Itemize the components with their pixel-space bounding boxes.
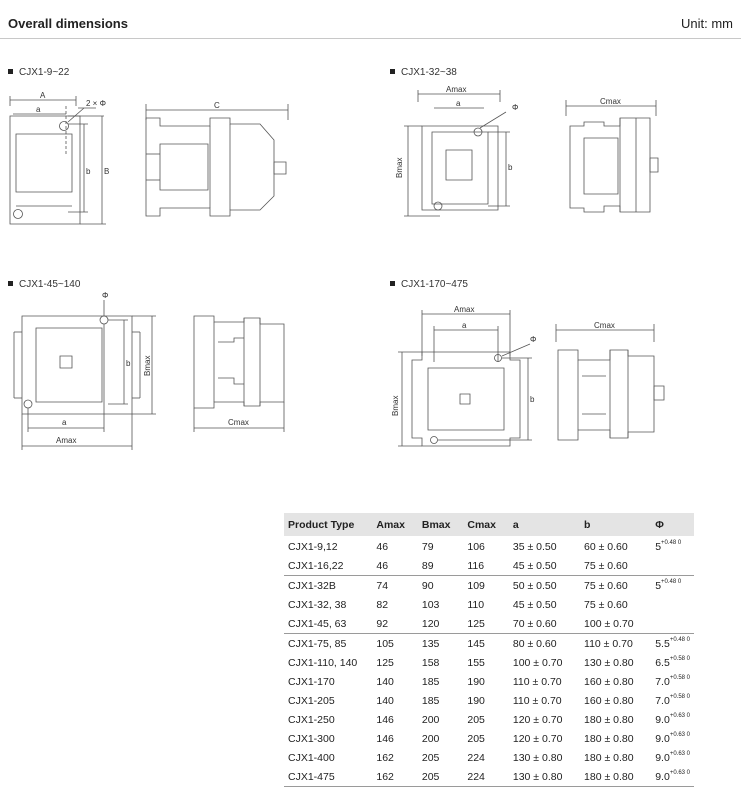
phi-value: 9.0 — [655, 714, 670, 726]
cell-phi — [651, 691, 694, 710]
cell-bmax: 200 — [421, 713, 440, 726]
front-view-drawing-cjx1-32-38 — [395, 85, 526, 224]
side-view-drawing-cjx1-170-475 — [550, 320, 690, 456]
section-label-text: CJX1-45~140 — [19, 279, 81, 290]
cell-a: 130 ± 0.80 — [509, 767, 580, 787]
dim-label-a: a — [62, 418, 67, 427]
front-view-drawing-cjx1-170-475 — [390, 306, 540, 458]
cell-cmax: 155 — [467, 656, 485, 669]
unit-label: Unit: mm — [681, 16, 733, 31]
dim-label-a: a — [462, 321, 467, 330]
column-header-product-type: Product Type — [284, 513, 372, 537]
cell-cmax: 205 — [467, 713, 485, 726]
phi-value: 7.0 — [655, 676, 670, 688]
cell-cmax: 110 — [467, 598, 485, 611]
dim-label-C: C — [214, 101, 220, 110]
cell-phi — [651, 556, 694, 576]
cell-type: CJX1-250 — [288, 713, 335, 726]
header-divider — [0, 38, 741, 39]
cell-a: 120 ± 0.70 — [512, 713, 563, 726]
cell-phi — [651, 634, 694, 654]
cell-phi — [651, 653, 694, 672]
cell-type: CJX1-32B — [284, 576, 372, 596]
cell-phi — [651, 614, 694, 634]
cell-a: 45 ± 0.50 — [512, 598, 557, 611]
phi-tolerance: +0.63 0 — [669, 770, 690, 776]
section-label-cjx1-45-140 — [8, 279, 80, 290]
cell-type: CJX1-75, 85 — [284, 634, 372, 654]
cell-b: 180 ± 0.80 — [584, 713, 634, 726]
cell-cmax: 109 — [463, 576, 509, 596]
dim-label-a: a — [36, 105, 41, 114]
cell-phi — [651, 748, 694, 767]
phi-tolerance: +0.48 0 — [661, 579, 682, 585]
cell-bmax: 120 — [421, 617, 440, 630]
cell-cmax: 190 — [467, 675, 485, 688]
cell-phi — [651, 710, 694, 729]
table-row — [284, 614, 694, 634]
cell-type: CJX1-110, 140 — [288, 656, 358, 669]
cell-amax: 92 — [376, 617, 389, 630]
phi-value: 9.0 — [655, 733, 670, 745]
bullet-square-icon — [390, 69, 395, 74]
phi-tolerance: +0.63 0 — [669, 751, 690, 757]
cell-a: 35 ± 0.50 — [509, 537, 580, 557]
column-header-bmax: Bmax — [418, 513, 464, 537]
phi-tolerance: +0.58 0 — [669, 694, 690, 700]
phi-value: 5 — [655, 580, 662, 592]
column-header-amax: Amax — [372, 513, 418, 537]
cell-amax: 46 — [376, 559, 389, 572]
cell-phi — [651, 767, 694, 787]
cell-phi — [651, 595, 694, 614]
cell-a: 70 ± 0.60 — [512, 617, 557, 630]
cell-cmax: 224 — [467, 751, 485, 764]
cell-bmax: 90 — [418, 576, 464, 596]
cell-amax: 125 — [376, 656, 394, 669]
dim-label-a: a — [456, 99, 461, 108]
cell-bmax: 89 — [421, 559, 434, 572]
cell-b: 110 ± 0.70 — [580, 634, 651, 654]
phi-tolerance: +0.63 0 — [669, 713, 690, 719]
cell-a: 50 ± 0.50 — [509, 576, 580, 596]
phi-tolerance: +0.48 0 — [661, 540, 682, 546]
dim-label-Cmax: Cmax — [594, 321, 615, 330]
table-row — [284, 556, 694, 576]
cell-a: 100 ± 0.70 — [512, 656, 563, 669]
cell-a: 130 ± 0.80 — [512, 751, 563, 764]
cell-type: CJX1-170 — [288, 675, 335, 688]
table-row — [284, 653, 694, 672]
dim-label-Cmax: Cmax — [600, 97, 621, 106]
cell-type: CJX1-205 — [288, 694, 335, 707]
cell-type: CJX1-9,12 — [284, 537, 372, 557]
cell-a: 45 ± 0.50 — [512, 559, 557, 572]
cell-bmax: 205 — [418, 767, 464, 787]
cell-phi — [651, 537, 694, 557]
section-label-text: CJX1-170~475 — [401, 279, 468, 290]
phi-value: 7.0 — [655, 695, 670, 707]
section-label-cjx1-9-22 — [8, 67, 69, 78]
side-view-drawing-cjx1-32-38 — [560, 96, 670, 226]
dim-label-phi: Φ — [102, 291, 109, 300]
section-label-cjx1-32-38 — [390, 67, 457, 78]
cell-bmax: 185 — [421, 675, 440, 688]
column-header-a: a — [509, 513, 580, 537]
column-header-phi: Φ — [651, 513, 694, 537]
cell-amax: 82 — [376, 598, 389, 611]
bullet-square-icon — [8, 69, 13, 74]
cell-type: CJX1-400 — [288, 751, 335, 764]
cell-a: 120 ± 0.70 — [512, 732, 563, 745]
side-view-drawing-cjx1-45-140 — [188, 308, 298, 438]
cell-phi — [651, 576, 694, 596]
cell-type: CJX1-45, 63 — [288, 617, 347, 630]
cell-b: 160 ± 0.80 — [584, 694, 634, 707]
dim-label-B: B — [104, 167, 110, 176]
dim-label-b: b — [508, 163, 513, 172]
cell-amax: 46 — [372, 537, 418, 557]
cell-b: 60 ± 0.60 — [580, 537, 651, 557]
cell-b: 180 ± 0.80 — [584, 732, 634, 745]
dim-label-b: b — [530, 395, 535, 404]
cell-a: 110 ± 0.70 — [512, 694, 562, 707]
cell-phi — [651, 672, 694, 691]
dim-label-Amax: Amax — [454, 305, 475, 314]
front-view-drawing-cjx1-45-140 — [4, 290, 164, 450]
dim-label-phi: Φ — [530, 335, 537, 344]
cell-a: 80 ± 0.60 — [509, 634, 580, 654]
bullet-square-icon — [390, 281, 395, 286]
cell-amax: 105 — [372, 634, 418, 654]
table-header-row — [284, 513, 694, 537]
cell-cmax: 205 — [467, 732, 485, 745]
dimensions-table — [284, 513, 694, 787]
section-label-text: CJX1-9~22 — [19, 67, 70, 78]
dim-label-b: b — [86, 167, 91, 176]
column-header-cmax: Cmax — [463, 513, 509, 537]
cell-b: 75 ± 0.60 — [580, 576, 651, 596]
dim-label-Cmax: Cmax — [228, 418, 249, 427]
cell-bmax: 135 — [418, 634, 464, 654]
cell-type: CJX1-16,22 — [288, 559, 344, 572]
dim-label-Amax: Amax — [56, 436, 77, 445]
phi-value: 5 — [655, 541, 662, 553]
cell-b: 75 ± 0.60 — [584, 598, 628, 611]
table-row — [284, 634, 694, 654]
cell-b: 180 ± 0.80 — [580, 767, 651, 787]
dim-label-phi: Φ — [512, 103, 519, 112]
phi-value: 9.0 — [655, 752, 670, 764]
cell-b: 130 ± 0.80 — [584, 656, 634, 669]
bullet-square-icon — [8, 281, 13, 286]
cell-phi — [651, 729, 694, 748]
cell-type: CJX1-475 — [284, 767, 372, 787]
table-row — [284, 576, 694, 596]
cell-bmax: 103 — [421, 598, 440, 611]
cell-bmax: 158 — [421, 656, 440, 669]
dim-label-Bmax: Bmax — [391, 395, 400, 416]
cell-b: 75 ± 0.60 — [584, 559, 628, 572]
section-label-text: CJX1-32~38 — [401, 67, 457, 78]
table-row — [284, 691, 694, 710]
phi-value: 9.0 — [655, 771, 670, 783]
cell-amax: 162 — [376, 751, 394, 764]
cell-amax: 146 — [376, 713, 394, 726]
table-row — [284, 710, 694, 729]
phi-value: 6.5 — [655, 657, 670, 669]
cell-type: CJX1-32, 38 — [288, 598, 347, 611]
cell-amax: 162 — [372, 767, 418, 787]
cell-cmax: 190 — [467, 694, 485, 707]
cell-bmax: 205 — [421, 751, 440, 764]
cell-b: 160 ± 0.80 — [584, 675, 634, 688]
cell-b: 100 ± 0.70 — [584, 617, 634, 630]
section-label-cjx1-170-475 — [390, 279, 468, 290]
cell-cmax: 106 — [463, 537, 509, 557]
table-row — [284, 595, 694, 614]
phi-tolerance: +0.63 0 — [669, 732, 690, 738]
cell-cmax: 145 — [463, 634, 509, 654]
cell-bmax: 200 — [421, 732, 440, 745]
cell-cmax: 125 — [467, 617, 485, 630]
phi-value: 5.5 — [655, 638, 670, 650]
table-row — [284, 767, 694, 787]
cell-amax: 140 — [376, 675, 394, 688]
phi-tolerance: +0.48 0 — [669, 637, 690, 643]
cell-amax: 74 — [372, 576, 418, 596]
cell-amax: 146 — [376, 732, 394, 745]
table-row — [284, 537, 694, 557]
front-view-drawing-cjx1-9-22 — [4, 91, 114, 230]
cell-amax: 140 — [376, 694, 394, 707]
dim-label-Bmax: Bmax — [143, 355, 152, 376]
table-row — [284, 729, 694, 748]
cell-cmax: 224 — [463, 767, 509, 787]
dim-label-2phi: 2 × Φ — [86, 99, 106, 108]
dim-label-Amax: Amax — [446, 85, 467, 94]
column-header-b: b — [580, 513, 651, 537]
cell-type: CJX1-300 — [288, 732, 335, 745]
phi-tolerance: +0.58 0 — [669, 656, 690, 662]
page-title: Overall dimensions — [8, 16, 128, 31]
dim-label-b: b — [126, 359, 131, 368]
cell-a: 110 ± 0.70 — [512, 675, 562, 688]
cell-cmax: 116 — [467, 559, 485, 572]
dim-label-A: A — [40, 91, 46, 100]
cell-bmax: 185 — [421, 694, 440, 707]
cell-bmax: 79 — [418, 537, 464, 557]
side-view-drawing-cjx1-9-22 — [140, 100, 300, 220]
table-row — [284, 748, 694, 767]
table-row — [284, 672, 694, 691]
phi-tolerance: +0.58 0 — [669, 675, 690, 681]
dim-label-Bmax: Bmax — [395, 157, 404, 178]
cell-b: 180 ± 0.80 — [584, 751, 634, 764]
